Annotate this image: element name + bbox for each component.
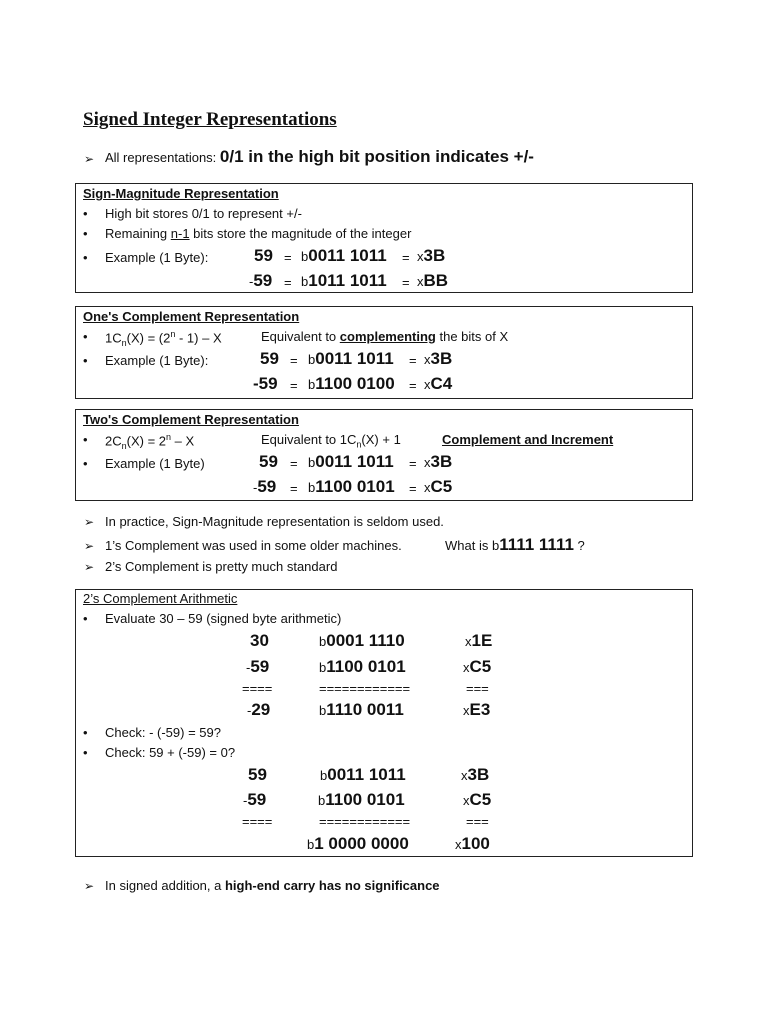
arith-row1-binary bbox=[319, 631, 405, 651]
twos-complement-heading: Two's Complement Representation bbox=[83, 412, 299, 427]
separator-decimal: ==== bbox=[242, 681, 273, 696]
hex-prefix: x bbox=[424, 377, 431, 392]
arrow-bullet-icon: ➢ bbox=[84, 539, 95, 553]
twos-example-label: Example (1 Byte) bbox=[105, 456, 205, 471]
ones-row1-eq: = bbox=[290, 353, 298, 368]
ones-example-label: Example (1 Byte): bbox=[105, 353, 209, 368]
binary-value: 1 0000 0000 bbox=[314, 834, 409, 853]
hex-prefix: x bbox=[424, 480, 431, 495]
binary-prefix: b bbox=[320, 768, 328, 783]
check-row1-binary bbox=[320, 765, 406, 785]
ones-row1-eq2: = bbox=[409, 353, 417, 368]
hex-prefix: x bbox=[465, 634, 472, 649]
formula-part: 1C bbox=[105, 330, 122, 346]
formula-superscript: n bbox=[166, 432, 172, 442]
sm-row1-eq2: = bbox=[402, 250, 410, 265]
binary-prefix: b bbox=[318, 793, 326, 808]
arrow-bullet-icon: ➢ bbox=[84, 515, 95, 529]
page-title: Signed Integer Representations bbox=[83, 109, 337, 130]
sm-row1-hex bbox=[417, 246, 445, 266]
decimal-value: 29 bbox=[251, 700, 271, 719]
question-pre: What is b bbox=[445, 538, 500, 553]
sm-row2-eq: = bbox=[284, 275, 292, 290]
binary-value: 1100 0101 bbox=[325, 790, 405, 809]
formula-part: - 1) – X bbox=[175, 330, 222, 346]
decimal-value: 59 bbox=[253, 271, 273, 290]
formula-part: (X) = (2 bbox=[126, 330, 171, 346]
twos-row1-binary bbox=[308, 452, 394, 472]
note-1: In practice, Sign-Magnitude representation is seldom used. bbox=[105, 514, 444, 529]
hex-prefix: x bbox=[455, 837, 462, 852]
bullet-icon: • bbox=[83, 329, 88, 344]
ones-row2-hex bbox=[424, 374, 452, 394]
binary-prefix: b bbox=[319, 660, 327, 675]
twos-row1-hex bbox=[424, 452, 452, 472]
twos-row2-eq: = bbox=[290, 481, 298, 496]
final-emphasis: high-end carry has no significance bbox=[224, 878, 440, 893]
arithmetic-heading: 2’s Complement Arithmetic bbox=[83, 591, 238, 606]
note-2-question bbox=[445, 535, 585, 555]
formula-subscript: n bbox=[121, 337, 127, 348]
ones-row2-decimal: -59 bbox=[253, 374, 278, 393]
equiv-part: Equivalent to 1C bbox=[261, 432, 357, 447]
bullet-icon: • bbox=[83, 745, 88, 760]
arith-row1-hex bbox=[465, 631, 492, 651]
bullet-icon: • bbox=[83, 725, 88, 740]
binary-value: 1100 0101 bbox=[326, 657, 406, 676]
arrow-bullet-icon: ➢ bbox=[84, 879, 95, 893]
arith-result-hex bbox=[463, 700, 490, 720]
sm-b2-post: bits store the magnitude of the integer bbox=[189, 226, 412, 241]
hex-value: C5 bbox=[430, 477, 453, 496]
bullet-icon: • bbox=[83, 250, 88, 265]
ones-row1-binary bbox=[308, 349, 394, 369]
hex-prefix: x bbox=[463, 793, 470, 808]
hex-value: BB bbox=[423, 271, 449, 290]
hex-prefix: x bbox=[424, 352, 431, 367]
hex-prefix: x bbox=[417, 274, 424, 289]
check-row2-binary bbox=[318, 790, 405, 810]
sm-row1-eq: = bbox=[284, 250, 292, 265]
ones-row1-hex bbox=[424, 349, 452, 369]
hex-prefix: x bbox=[424, 455, 431, 470]
final-note bbox=[105, 878, 440, 893]
binary-value: 0011 1011 bbox=[315, 452, 394, 471]
sm-example-label: Example (1 Byte): bbox=[105, 250, 209, 265]
equiv-subscript: n bbox=[356, 439, 362, 450]
hex-value: 3B bbox=[423, 246, 446, 265]
separator-decimal: ==== bbox=[242, 814, 273, 829]
check-1: Check: - (-59) = 59? bbox=[105, 725, 221, 740]
ones-row2-eq2: = bbox=[409, 378, 417, 393]
twos-equivalent bbox=[261, 432, 401, 450]
note-2: 1’s Complement was used in some older machines. bbox=[105, 538, 402, 553]
binary-value: 1100 0101 bbox=[315, 477, 395, 496]
formula-part: – X bbox=[171, 433, 195, 449]
bullet-icon: • bbox=[83, 456, 88, 471]
sm-bullet-1: High bit stores 0/1 to represent +/- bbox=[105, 206, 302, 221]
twos-row1-eq2: = bbox=[409, 456, 417, 471]
ones-equivalent bbox=[261, 329, 508, 344]
sign: - bbox=[253, 480, 258, 495]
final-pre: In signed addition, a bbox=[105, 878, 225, 893]
hex-value: C4 bbox=[430, 374, 453, 393]
hex-value: C5 bbox=[469, 657, 492, 676]
sign: - bbox=[246, 660, 251, 675]
hex-prefix: x bbox=[463, 660, 470, 675]
intro-line bbox=[105, 147, 534, 167]
arith-row2-hex bbox=[463, 657, 491, 677]
check-row2-hex bbox=[463, 790, 491, 810]
hex-value: 1E bbox=[471, 631, 493, 650]
hex-prefix: x bbox=[461, 768, 468, 783]
binary-prefix: b bbox=[307, 837, 315, 852]
check-result-hex bbox=[455, 834, 490, 854]
decimal-value: 30 bbox=[250, 631, 269, 650]
formula-subscript: n bbox=[121, 440, 127, 451]
equiv-post: the bits of X bbox=[435, 329, 509, 344]
equiv-pre: Equivalent to bbox=[261, 329, 340, 344]
check-result-binary bbox=[307, 834, 409, 854]
sm-row1-decimal: 59 bbox=[254, 246, 273, 265]
intro-prefix: All representations: bbox=[105, 150, 220, 165]
arithmetic-evaluate: Evaluate 30 – 59 (signed byte arithmetic) bbox=[105, 611, 342, 626]
arith-row2-binary bbox=[319, 657, 406, 677]
binary-value: 0011 1011 bbox=[308, 246, 387, 265]
sm-bullet-2 bbox=[105, 226, 411, 241]
question-post: ? bbox=[573, 538, 585, 553]
binary-prefix: b bbox=[319, 634, 327, 649]
hex-prefix: x bbox=[417, 249, 424, 264]
note-3: 2’s Complement is pretty much standard bbox=[105, 559, 338, 574]
sign: - bbox=[247, 703, 252, 718]
twos-formula bbox=[105, 432, 194, 451]
binary-prefix: b bbox=[308, 377, 316, 392]
bullet-icon: • bbox=[83, 611, 88, 626]
arrow-bullet-icon: ➢ bbox=[84, 152, 95, 166]
hex-value: C5 bbox=[469, 790, 492, 809]
decimal-value: 59 bbox=[248, 765, 267, 784]
twos-row2-hex bbox=[424, 477, 452, 497]
decimal-value: 59 bbox=[250, 657, 270, 676]
hex-value: 100 bbox=[461, 834, 490, 853]
twos-complement-note: Complement and Increment bbox=[442, 432, 614, 447]
sign: - bbox=[243, 793, 248, 808]
separator-hex: === bbox=[466, 814, 489, 829]
bullet-icon: • bbox=[83, 353, 88, 368]
arith-row1-decimal bbox=[250, 631, 269, 651]
formula-part: (X) = 2 bbox=[126, 433, 167, 449]
twos-row1-decimal: 59 bbox=[259, 452, 278, 471]
sm-row2-hex bbox=[417, 271, 448, 291]
bullet-icon: • bbox=[83, 206, 88, 221]
twos-row2-binary bbox=[308, 477, 395, 497]
hex-value: E3 bbox=[469, 700, 491, 719]
ones-row2-binary bbox=[308, 374, 395, 394]
equiv-underlined: complementing bbox=[339, 329, 436, 344]
sm-row2-decimal bbox=[249, 271, 272, 291]
twos-row2-eq2: = bbox=[409, 481, 417, 496]
equiv-part: (X) + 1 bbox=[361, 432, 401, 447]
formula-superscript: n bbox=[170, 329, 176, 339]
arith-result-decimal bbox=[247, 700, 270, 720]
check-row1-decimal bbox=[248, 765, 267, 785]
hex-value: 3B bbox=[467, 765, 490, 784]
sm-b2-underlined: n-1 bbox=[170, 226, 190, 241]
bullet-icon: • bbox=[83, 226, 88, 241]
hex-value: 3B bbox=[430, 349, 453, 368]
sign: - bbox=[249, 274, 254, 289]
binary-value: 0001 1110 bbox=[326, 631, 405, 650]
sm-row1-binary bbox=[301, 246, 387, 266]
separator-binary: ============ bbox=[319, 681, 411, 696]
binary-prefix: b bbox=[301, 249, 309, 264]
intro-emphasis: 0/1 in the high bit position indicates +/- bbox=[219, 147, 534, 166]
separator-hex: === bbox=[466, 681, 489, 696]
arith-row2-decimal bbox=[246, 657, 269, 677]
binary-prefix: b bbox=[301, 274, 309, 289]
check-2: Check: 59 + (-59) = 0? bbox=[105, 745, 236, 760]
binary-prefix: b bbox=[308, 455, 316, 470]
decimal-value: 59 bbox=[247, 790, 267, 809]
binary-value: 0011 1011 bbox=[327, 765, 406, 784]
twos-row1-eq: = bbox=[290, 456, 298, 471]
decimal-value: 59 bbox=[257, 477, 277, 496]
separator-binary: ============ bbox=[319, 814, 411, 829]
check-row1-hex bbox=[461, 765, 489, 785]
sign-magnitude-heading: Sign-Magnitude Representation bbox=[83, 186, 279, 201]
check-row2-decimal bbox=[243, 790, 266, 810]
ones-row1-decimal: 59 bbox=[260, 349, 279, 368]
hex-prefix: x bbox=[463, 703, 470, 718]
binary-prefix: b bbox=[308, 352, 316, 367]
binary-value: 1011 1011 bbox=[308, 271, 387, 290]
binary-prefix: b bbox=[308, 480, 316, 495]
hex-value: 3B bbox=[430, 452, 453, 471]
ones-complement-heading: One's Complement Representation bbox=[83, 309, 300, 324]
bullet-icon: • bbox=[83, 432, 88, 447]
formula-part: 2C bbox=[105, 433, 122, 449]
question-value: 1111 1111 bbox=[499, 535, 574, 554]
ones-row2-eq: = bbox=[290, 378, 298, 393]
twos-row2-decimal bbox=[253, 477, 276, 497]
sm-row2-binary bbox=[301, 271, 387, 291]
binary-value: 1110 0011 bbox=[326, 700, 404, 719]
sm-row2-eq2: = bbox=[402, 275, 410, 290]
binary-value: 1100 0100 bbox=[315, 374, 395, 393]
sm-b2-pre: Remaining bbox=[105, 226, 171, 241]
arith-result-binary bbox=[319, 700, 404, 720]
arrow-bullet-icon: ➢ bbox=[84, 560, 95, 574]
ones-formula bbox=[105, 329, 222, 348]
binary-prefix: b bbox=[319, 703, 327, 718]
binary-value: 0011 1011 bbox=[315, 349, 394, 368]
